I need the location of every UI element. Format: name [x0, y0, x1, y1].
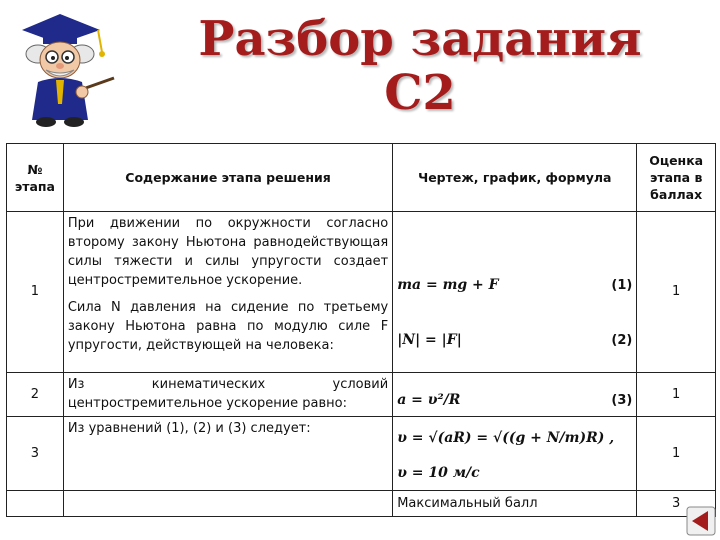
table-row — [7, 212, 716, 372]
max-score-label: Максимальный балл — [393, 490, 637, 516]
table-header-row — [7, 144, 716, 212]
row3-formula-line — [397, 429, 632, 448]
title-line-2: С2 — [384, 65, 456, 121]
row1-eq-2: (2) — [611, 333, 633, 349]
row3-formulas — [393, 416, 637, 490]
row1-formula-line-2 — [397, 331, 632, 350]
row1-eq-1: (1) — [611, 278, 633, 294]
page-title — [170, 12, 670, 120]
row1-formula-line-1 — [397, 276, 632, 295]
row2-content: Из кинематических условий центростремительное ускорение равно: — [63, 372, 392, 416]
row2-formula: a = υ²/R — [397, 391, 461, 408]
row1-step: 1 — [7, 212, 64, 372]
row3-result-line — [397, 464, 632, 483]
table-row — [7, 416, 716, 490]
row1-formula-1: ma = mg + F — [397, 277, 499, 294]
row3-formula: υ = √(aR) = √((g + N/m)R) , — [397, 429, 615, 446]
professor-mascot-icon — [10, 8, 120, 130]
title-line-1: Разбор задания — [198, 11, 642, 67]
row2-formulas — [393, 372, 637, 416]
row3-content: Из уравнений (1), (2) и (3) следует: — [63, 416, 392, 490]
header-drawing: Чертеж, график, формула — [393, 144, 637, 212]
max-score-value: 3 — [637, 490, 716, 516]
row1-text-2: Сила N давления на сидение по третьему закону Ньютона равна по модулю силе F упругости, действующей на человека: — [67, 300, 389, 354]
table-row — [7, 372, 716, 416]
row1-text-1: При движении по окружности согласно второму закону Ньютона равнодействующая силы тяжести и силы упругости создает центростремительное ускорение. — [67, 216, 389, 289]
row1-formulas — [393, 212, 637, 372]
row1-score: 1 — [637, 212, 716, 372]
row3-score: 1 — [637, 416, 716, 490]
back-arrow-icon[interactable] — [686, 506, 716, 536]
row2-step: 2 — [7, 372, 64, 416]
row2-score: 1 — [637, 372, 716, 416]
header-step: № этапа — [7, 144, 64, 212]
row2-formula-line — [397, 391, 632, 410]
max-score-row — [7, 490, 716, 516]
row2-eq: (3) — [611, 392, 633, 408]
header-content: Содержание этапа решения — [63, 144, 392, 212]
header-score: Оценка этапа в баллах — [637, 144, 716, 212]
solution-table — [6, 143, 716, 517]
row1-content — [63, 212, 392, 372]
row1-formula-2: |N| = |F| — [397, 332, 462, 349]
row3-result: υ = 10 м/с — [397, 464, 480, 481]
row3-step: 3 — [7, 416, 64, 490]
